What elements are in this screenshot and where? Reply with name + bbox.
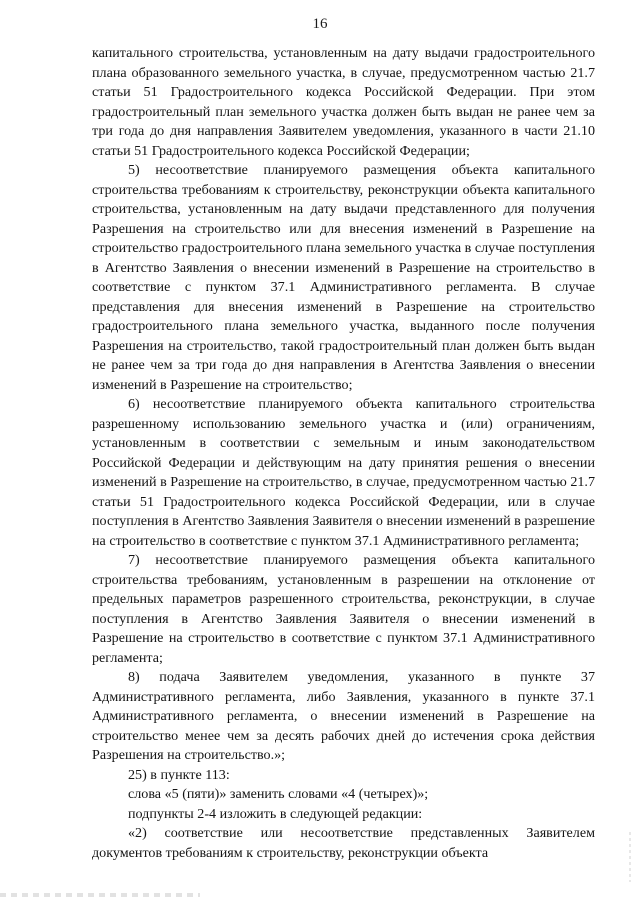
scan-artifact-edge [629,832,631,882]
scan-artifact-bottom [0,893,200,897]
paragraph-new-subpoint-2: «2) соответствие или несоответствие представленных Заявителем документов требованиям к строительству, реконструкции объекта [92,825,595,861]
paragraph-point-25: 25) в пункте 113: [128,766,230,783]
paragraph-continuation: капитального строительства, установленным на дату выдачи градостроительного плана образованного земельного участка, в случае, предусмотренном частью 21.7 статьи 51 Градостроительного кодекса Российской Федерации. При этом градостроительный план земельного участка должен быть выдан не ранее чем за три года до дня направления Заявителем уведомления, указанного в части 21.10 статьи 51 Градостроительного кодекса Российской Федерации; [92,45,595,159]
page-number: 16 [312,16,328,32]
paragraph-item-8: 8) подача Заявителем уведомления, указанного в пункте 37 Административного регламента, либо Заявления, указанного в пункте 37.1 Административного регламента, о внесении изменений в Разрешение на строительство менее чем за десять рабочих дней до истечения срока действия Разрешения на строительство.»; [92,669,595,763]
paragraph-subpoints-edit: подпункты 2-4 изложить в следующей редакции: [128,805,423,822]
paragraph-item-6: 6) несоответствие планируемого объекта капитального строительства разрешенному использованию земельного участка и (или) ограничениям, установленным в соответствии с земельным и иным законодательством Российской Федерации и действующим на дату принятия решения о внесении изменений в Разрешение на строительство, в случае, предусмотренном частью 21.7 статьи 51 Градостроительного кодекса Российской Федерации, или в случае поступления в Агентство Заявления Заявителя о внесении изменений в разрешение на строительство в соответствие с пунктом 37.1 Административного регламента; [92,396,595,549]
paragraph-item-7: 7) несоответствие планируемого размещения объекта капитального строительства требованиям, установленным в разрешении на отклонение от предельных параметров разрешенного строительства, реконструкции, в случае поступления в Агентство Заявления Заявителя о внесении изменений в Разрешение на строительство в соответствие с пунктом 37.1 Административного регламента; [92,552,595,666]
document-body [92,44,595,863]
paragraph-replace-words: слова «5 (пяти)» заменить словами «4 (четырех)»; [128,786,429,802]
paragraph-item-5: 5) несоответствие планируемого размещения объекта капитального строительства требованиям к строительству, реконструкции объекта капитального строительства, установленным на дату выдачи представленного для получения Разрешения на строительство или для внесения изменений в Разрешение на строительство градостроительного плана земельного участка в случае поступления в Агентство Заявления о внесении изменений в Разрешение на строительство в соответствие с пунктом 37.1 Административного регламента. В случае представления для внесения изменений в Разрешение на строительство градостроительного плана земельного участка, выданного после получения Разрешения на строительство, такой градостроительный план должен быть выдан не ранее чем за три года до дня направления в Агентства Заявления о внесении изменений в Разрешение на строительство; [92,162,595,393]
